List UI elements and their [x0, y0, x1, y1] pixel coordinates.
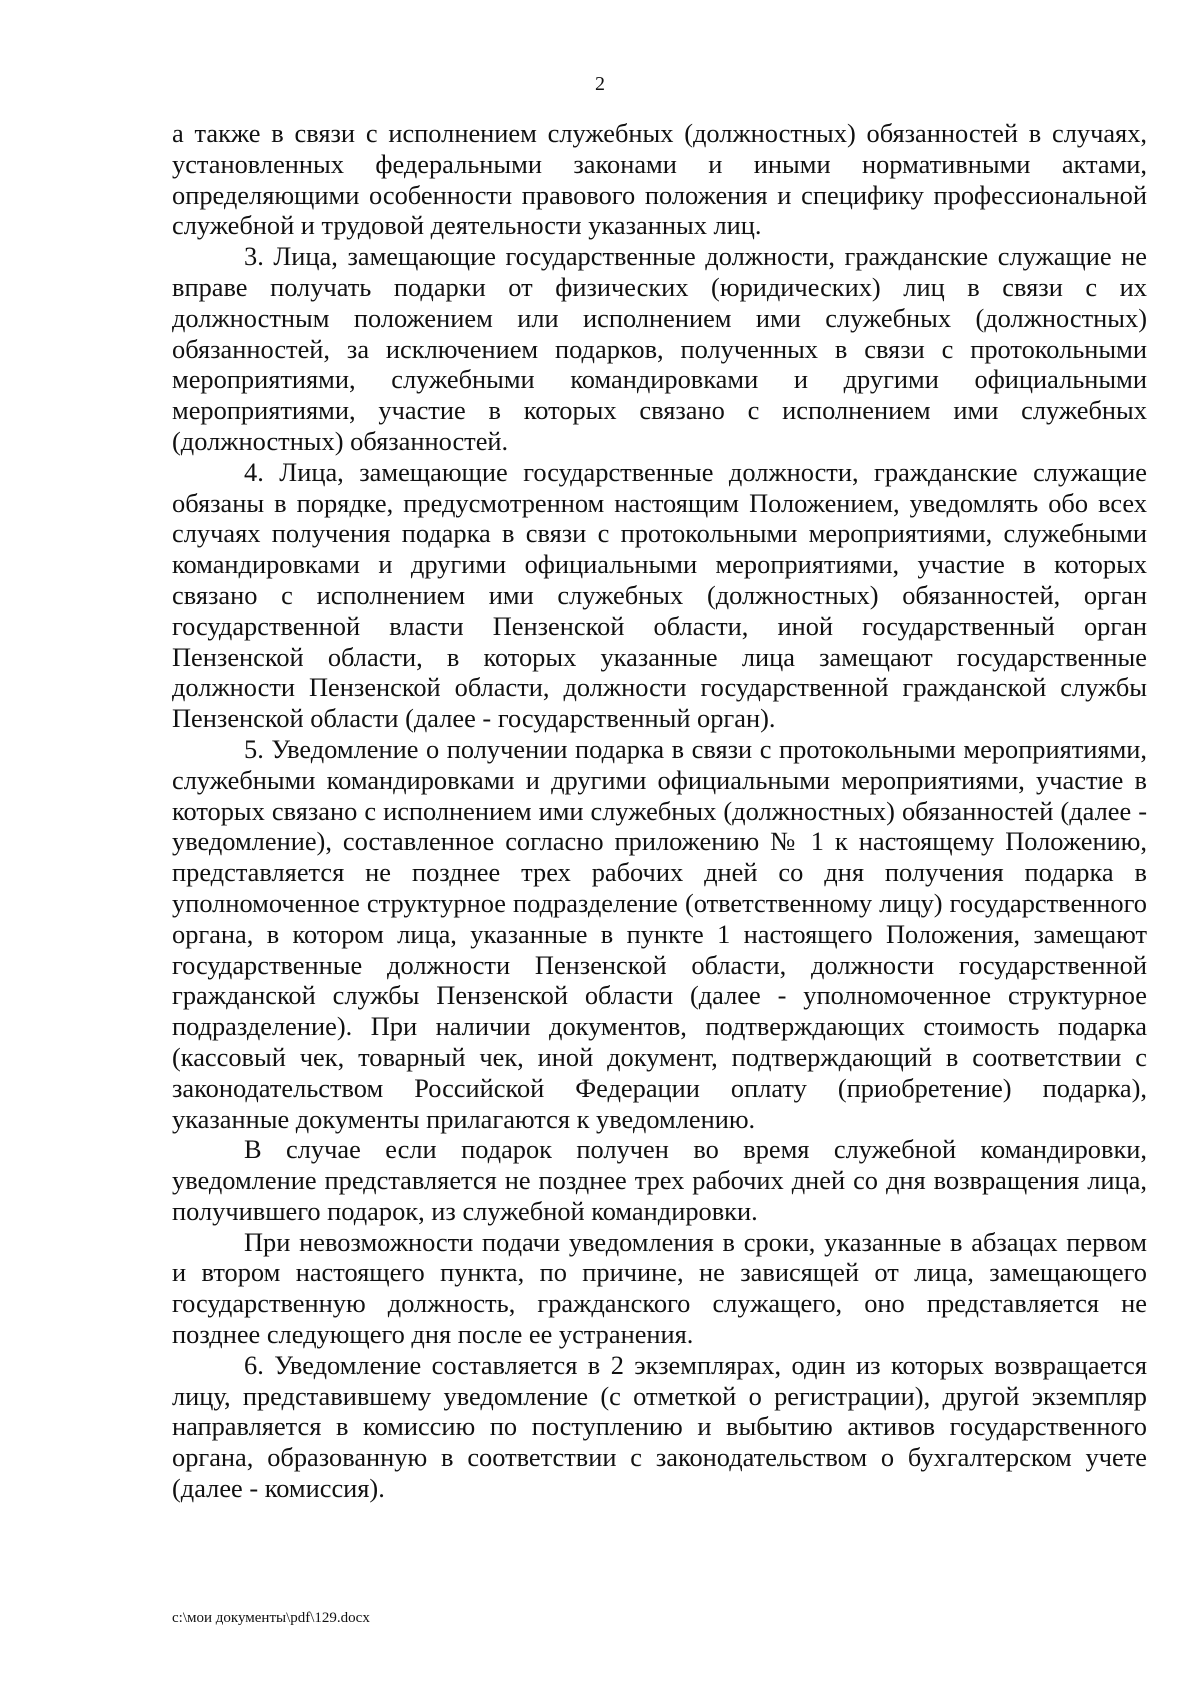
document-body: [172, 118, 1147, 1504]
paragraph-item-6: 6. Уведомление составляется в 2 экземплярах, один из которых возвращается лицу, представившему уведомление (с отметкой о регистрации), другой экземпляр направляется в комиссию по поступлению и выбытию активов государственного органа, образованную в соответствии с законодательством о бухгалтерском учете (далее - комиссия).: [172, 1349, 1147, 1504]
paragraph-continuation: а также в связи с исполнением служебных (должностных) обязанностей в случаях, установленных федеральными законами и иными нормативными актами, определяющими особенности правового положения и специфику профессиональной служебной и трудовой деятельности указанных лиц.: [172, 118, 1147, 241]
page-number: 2: [595, 73, 605, 95]
footer-file-path: c:\мои документы\pdf\129.docx: [172, 1610, 370, 1626]
paragraph-item-5: 5. Уведомление о получении подарка в связи с протокольными мероприятиями, служебными командировками и другими официальными мероприятиями, участие в которых связано с исполнением ими служебных (должностных) обязанностей (далее - уведомление), составленное согласно приложению № 1 к настоящему Положению, представляется не позднее трех рабочих дней со дня получения подарка в уполномоченное структурное подразделение (ответственному лицу) государственного органа, в котором лица, указанные в пункте 1 настоящего Положения, замещают государственные должности Пензенской области, должности государственной гражданской службы Пензенской области (далее - уполномоченное структурное подразделение). При наличии документов, подтверждающих стоимость подарка (кассовый чек, товарный чек, иной документ, подтверждающий в соответствии с законодательством Российской Федерации оплату (приобретение) подарка), указанные документы прилагаются к уведомлению.: [172, 733, 1147, 1134]
paragraph-item-3: 3. Лица, замещающие государственные должности, гражданские служащие не вправе получать подарки от физических (юридических) лиц в связи с их должностным положением или исполнением ими служебных (должностных) обязанностей, за исключением подарков, полученных в связи с протокольными мероприятиями, служебными командировками и другими официальными мероприятиями, участие в которых связано с исполнением ими служебных (должностных) обязанностей.: [172, 241, 1147, 456]
paragraph-item-5-business-trip: В случае если подарок получен во время служебной командировки, уведомление представляется не позднее трех рабочих дней со дня возвращения лица, получившего подарок, из служебной командировки.: [172, 1134, 1147, 1226]
paragraph-item-4: 4. Лица, замещающие государственные должности, гражданские служащие обязаны в порядке, предусмотренном настоящим Положением, уведомлять обо всех случаях получения подарка в связи с протокольными мероприятиями, служебными командировками и другими официальными мероприятиями, участие в которых связано с исполнением ими служебных (должностных) обязанностей, орган государственной власти Пензенской области, иной государственный орган Пензенской области, в которых указанные лица замещают государственные должности Пензенской области, должности государственной гражданской службы Пензенской области (далее - государственный орган).: [172, 456, 1147, 734]
paragraph-item-5-impossibility: При невозможности подачи уведомления в сроки, указанные в абзацах первом и втором настоящего пункта, по причине, не зависящей от лица, замещающего государственную должность, гражданского служащего, оно представляется не позднее следующего дня после ее устранения.: [172, 1226, 1147, 1350]
